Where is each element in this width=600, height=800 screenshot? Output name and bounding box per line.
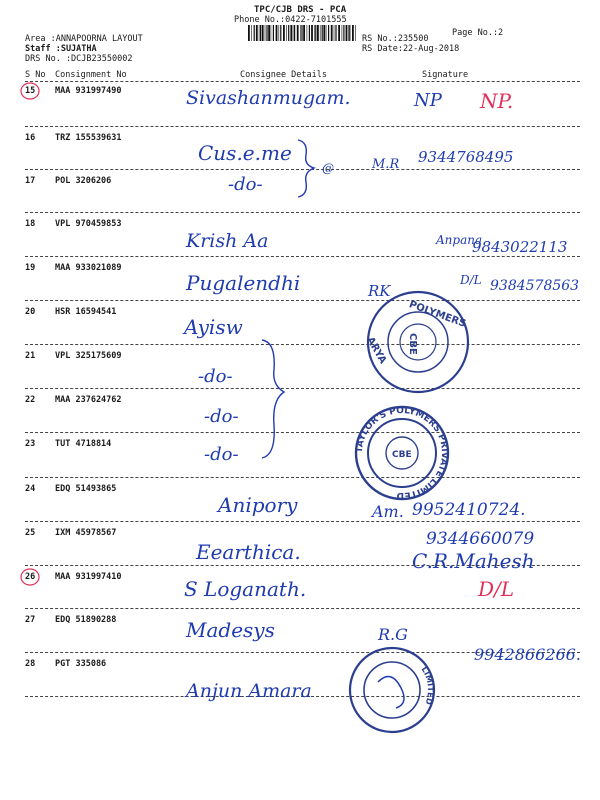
r23-consignee-name: -do- (204, 444, 239, 465)
row-serial-number: 18 (25, 219, 36, 229)
row-consignment-number: EDQ 51493865 (55, 484, 117, 494)
rs-number: RS No.:235500 (362, 34, 429, 44)
r20-consignee-name: Ayisw (184, 315, 243, 339)
row-serial-number: 16 (25, 133, 36, 143)
row-consignment-number: MAA 931997490 (55, 86, 122, 96)
row-serial-number: 20 (25, 307, 36, 317)
row15-marker-circle (21, 83, 39, 99)
row-serial-number: 15 (25, 86, 36, 96)
r16-at-mark: @ (322, 161, 334, 175)
row-consignment-number: MAA 931997410 (55, 572, 122, 582)
r27-signature-initials: R.G (378, 625, 408, 644)
r22-consignee-name: -do- (204, 406, 239, 427)
row-serial-number: 25 (25, 528, 36, 538)
row-serial-number: 24 (25, 484, 36, 494)
r18-consignee-name: Krish Aa (186, 230, 269, 252)
row-consignment-number: TUT 4718814 (55, 439, 112, 449)
svg-text:ARYA: ARYA (364, 335, 389, 366)
svg-text:LIMITED: LIMITED (419, 665, 436, 706)
r19-consignee-name: Pugalendhi (186, 271, 301, 295)
row-consignment-number: MAA 933021089 (55, 263, 122, 273)
row-consignment-number: EDQ 51890288 (55, 615, 117, 625)
company-stamp-1 (364, 292, 468, 392)
row-serial-number: 21 (25, 351, 36, 361)
r27-consignee-name: Madesys (186, 618, 275, 642)
row-consignment-number: VPL 325175609 (55, 351, 122, 361)
row-consignment-number: VPL 970459853 (55, 219, 122, 229)
r24-signature-initials: Am. (372, 502, 404, 521)
row-serial-number: 23 (25, 439, 36, 449)
r16-consignee-name: Cus.e.me (198, 141, 292, 165)
r16-r17-brace (298, 140, 314, 197)
row-serial-number: 28 (25, 659, 36, 669)
r17-consignee-name: -do- (228, 174, 263, 195)
area-label: Area :ANNAPOORNA LAYOUT (25, 34, 143, 44)
company-stamp-3 (350, 648, 435, 732)
row-consignment-number: TRZ 155539631 (55, 133, 122, 143)
svg-text:TAYLOR'S POLYMERS PRIVATE LIMI: TAYLOR'S POLYMERS PRIVATE LIMITED (354, 405, 450, 501)
document-title: TPC/CJB DRS - PCA (254, 5, 347, 15)
company-stamp-2 (355, 406, 449, 500)
r15-consignee-name: Sivashanmugam. (186, 87, 351, 109)
r15-signature-red: NP. (480, 89, 514, 113)
r20-r23-brace (262, 340, 284, 458)
r19-signature-phone: 9384578563 (490, 278, 580, 294)
r18-signature-phone: 9843022113 (472, 238, 568, 256)
r25-consignee-name: Eearthica. (196, 540, 301, 564)
r28-consignee-name: Anjun Amara (186, 680, 312, 702)
row-serial-number: 22 (25, 395, 36, 405)
r19-signature-initials: RK (368, 282, 391, 300)
row-consignment-number: POL 3206206 (55, 176, 112, 186)
phone-number: Phone No.:0422-7101555 (234, 15, 347, 25)
r24-signature-phone: 9952410724. (412, 500, 526, 520)
rs-date: RS Date:22-Aug-2018 (362, 44, 460, 54)
row-serial-number: 19 (25, 263, 36, 273)
page-number: Page No.:2 (452, 28, 504, 38)
col-sno: S No (25, 70, 46, 80)
row-consignment-number: HSR 16594541 (55, 307, 117, 317)
r26-consignee-name: S Loganath. (184, 577, 307, 601)
row-consignment-number: MAA 237624762 (55, 395, 122, 405)
r15-signature: NP (414, 90, 442, 111)
col-signature: Signature (422, 70, 469, 80)
r21-consignee-name: -do- (198, 366, 233, 387)
col-consignment: Consignment No (55, 70, 127, 80)
r18-signature-initials: Anpana (436, 233, 483, 247)
r27-signature-phone: 9942866266. (474, 645, 581, 664)
drs-number: DRS No. :DCJB23550002 (25, 54, 133, 64)
r19-dl: D/L (460, 273, 482, 287)
svg-text:CBE: CBE (407, 333, 418, 355)
r25-signature: C.R.Mahesh (412, 549, 535, 573)
row-serial-number: 27 (25, 615, 36, 625)
row-consignment-number: IXM 45978567 (55, 528, 117, 538)
row26-marker-circle (21, 569, 39, 585)
r25-phone: 9344660079 (426, 529, 535, 549)
r16-signature-initials: M.R (372, 157, 400, 172)
svg-text:CBE: CBE (392, 450, 412, 460)
col-consignee: Consignee Details (240, 70, 327, 80)
r24-consignee-name: Anipory (218, 493, 298, 517)
r26-dl: D/L (478, 577, 515, 601)
svg-text:POLYMERS: POLYMERS (407, 299, 468, 330)
staff-label: Staff :SUJATHA (25, 44, 97, 54)
row-serial-number: 17 (25, 176, 36, 186)
row-serial-number: 26 (25, 572, 36, 582)
r16-signature-phone: 9344768495 (418, 148, 514, 166)
row-consignment-number: PGT 335086 (55, 659, 107, 669)
